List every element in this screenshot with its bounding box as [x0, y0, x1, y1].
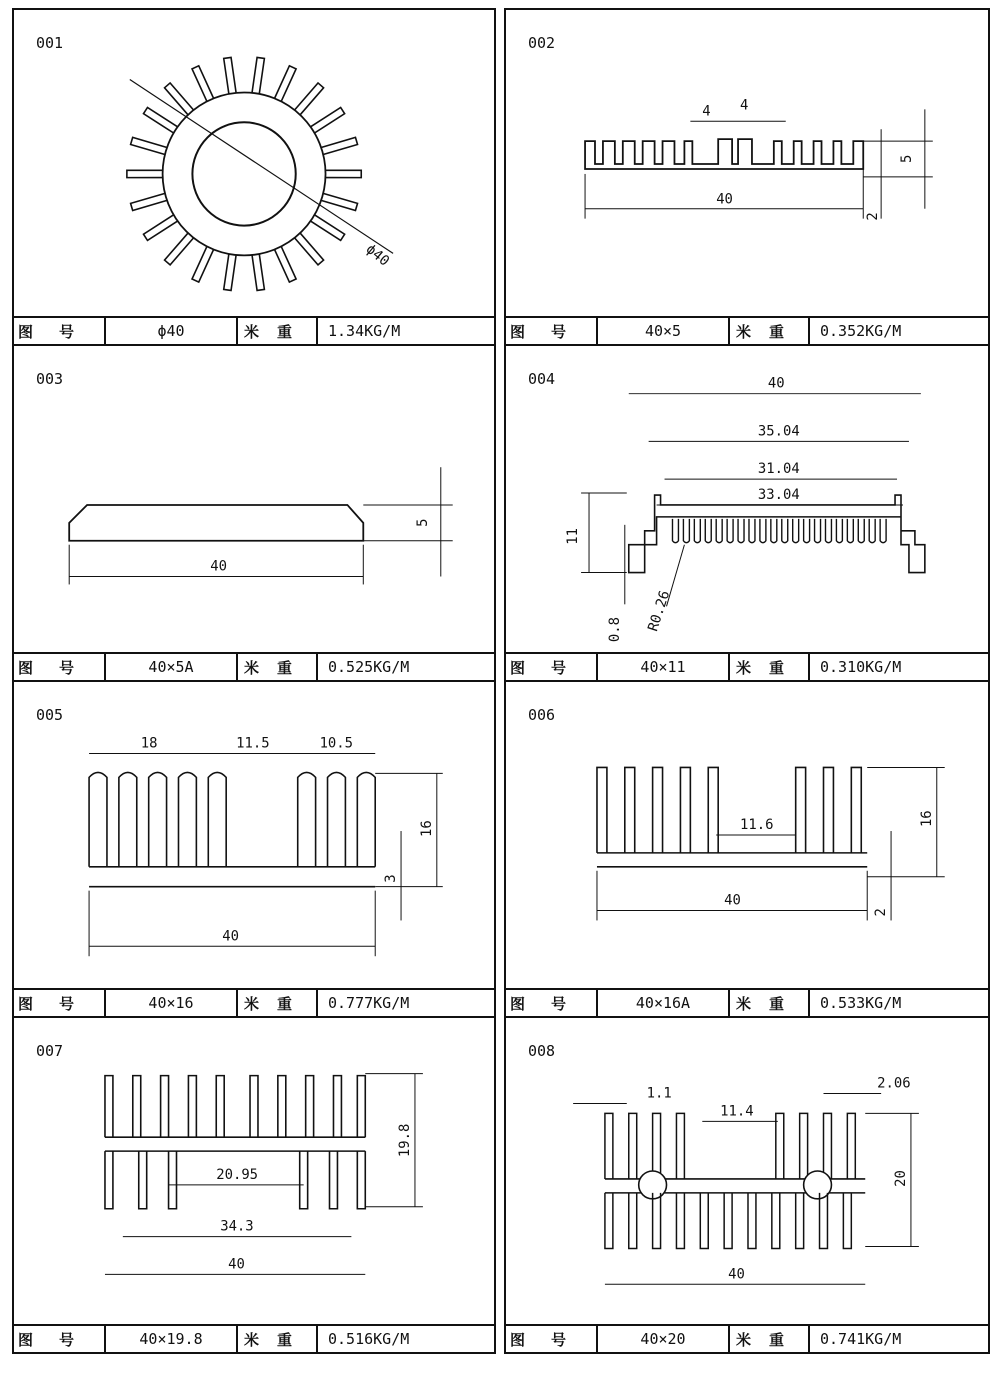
- dim-height: 11: [565, 527, 582, 545]
- size-value: 40×11: [598, 654, 730, 680]
- label-figure-no: 图号: [506, 318, 598, 344]
- panel-004: [504, 344, 990, 682]
- weight-value: 0.516KG/M: [328, 1330, 410, 1348]
- panel-id: 008: [528, 1042, 556, 1060]
- dim-11-5: 11.5: [236, 735, 270, 752]
- info-row: [506, 988, 988, 1016]
- info-row: [14, 652, 494, 680]
- panel-id: 005: [36, 706, 64, 724]
- dim-height: 20: [892, 1170, 909, 1187]
- label-figure-no: 图号: [14, 1326, 106, 1352]
- label-weight: 米重: [730, 990, 810, 1016]
- panel-002: [504, 8, 990, 346]
- dim-width: 40: [728, 1266, 745, 1283]
- size-value: 40×20: [598, 1326, 730, 1352]
- profile-outline: [585, 139, 863, 169]
- drawing-003: [14, 346, 494, 654]
- size-value: 40×16: [106, 990, 238, 1016]
- panel-005: [12, 680, 496, 1018]
- dim-width: 40: [724, 892, 741, 909]
- label-figure-no: 图号: [506, 654, 598, 680]
- label-figure-no: 图号: [14, 654, 106, 680]
- lower-fin-row: [605, 1193, 851, 1249]
- dim-gap: 11.6: [740, 817, 774, 834]
- drawing-006: [506, 682, 988, 990]
- info-row: [506, 316, 988, 344]
- dim-radius: R0.26: [645, 588, 674, 634]
- dim-fin-a: 4: [702, 103, 711, 120]
- dim-base: 2: [873, 908, 890, 917]
- label-figure-no: 图号: [506, 1326, 598, 1352]
- weight-value: 0.352KG/M: [820, 322, 902, 340]
- weight-value: 0.741KG/M: [820, 1330, 902, 1348]
- dimension-line: [130, 80, 393, 254]
- weight-value: 1.34KG/M: [328, 322, 401, 340]
- profile-outline: [69, 505, 363, 541]
- label-weight: 米重: [238, 1326, 318, 1352]
- fin-row: [89, 772, 375, 866]
- dim-1-1: 1.1: [646, 1085, 672, 1102]
- label-weight: 米重: [730, 1326, 810, 1352]
- weight-value: 0.310KG/M: [820, 658, 902, 676]
- size-value: ϕ40: [106, 318, 238, 344]
- dim-18: 18: [140, 735, 158, 752]
- panel-id: 002: [528, 34, 556, 52]
- dim-10-5: 10.5: [319, 735, 354, 752]
- fin-row: [672, 519, 886, 543]
- dim-height: 19.8: [396, 1123, 413, 1158]
- label-weight: 米重: [238, 318, 318, 344]
- dim-thickness: 0.8: [606, 616, 623, 643]
- dim-2-06: 2.06: [877, 1075, 911, 1092]
- info-row: [506, 1324, 988, 1352]
- panel-id: 003: [36, 370, 64, 388]
- drawing-008: [506, 1018, 988, 1326]
- dim-diameter: ϕ40: [362, 241, 393, 270]
- panel-008: [504, 1016, 990, 1354]
- size-value: 40×16A: [598, 990, 730, 1016]
- panel-001: [12, 8, 496, 346]
- upper-fin-row: [105, 1076, 365, 1138]
- label-weight: 米重: [238, 654, 318, 680]
- dim-34-3: 34.3: [220, 1218, 254, 1235]
- fin-row: [597, 767, 861, 852]
- info-row: [14, 316, 494, 344]
- panel-id: 004: [528, 370, 556, 388]
- panel-006: [504, 680, 990, 1018]
- dim-20-95: 20.95: [216, 1166, 259, 1183]
- info-row: [506, 652, 988, 680]
- info-row: [14, 988, 494, 1016]
- dim-width: 40: [716, 191, 733, 208]
- label-figure-no: 图号: [14, 318, 106, 344]
- drawing-007: [14, 1018, 494, 1326]
- dim-base: 3: [383, 874, 400, 883]
- dim-31: 31.04: [757, 461, 800, 478]
- dim-33: 33.04: [757, 487, 800, 504]
- info-row: [14, 1324, 494, 1352]
- label-figure-no: 图号: [14, 990, 106, 1016]
- dim-gap: 11.4: [720, 1103, 754, 1120]
- weight-value: 0.525KG/M: [328, 658, 410, 676]
- dim-width: 40: [767, 375, 785, 392]
- panel-007: [12, 1016, 496, 1354]
- panel-id: 007: [36, 1042, 64, 1060]
- dim-width: 40: [222, 928, 239, 945]
- label-weight: 米重: [730, 654, 810, 680]
- dim-height: 16: [418, 820, 435, 837]
- drawing-001: [14, 10, 494, 318]
- size-value: 40×5: [598, 318, 730, 344]
- dim-base: 2: [865, 212, 882, 221]
- label-weight: 米重: [730, 318, 810, 344]
- size-value: 40×19.8: [106, 1326, 238, 1352]
- drawing-002: [506, 10, 988, 318]
- inner-bore: [192, 122, 295, 225]
- panel-id: 006: [528, 706, 556, 724]
- weight-value: 0.777KG/M: [328, 994, 410, 1012]
- drawing-004: [506, 346, 988, 654]
- dim-height: 16: [918, 810, 935, 828]
- dim-width: 40: [228, 1256, 245, 1273]
- panel-id: 001: [36, 34, 64, 52]
- size-value: 40×5A: [106, 654, 238, 680]
- drawing-005: [14, 682, 494, 990]
- dim-35: 35.04: [757, 423, 800, 440]
- weight-value: 0.533KG/M: [820, 994, 902, 1012]
- dim-fin-b: 4: [740, 97, 749, 114]
- label-weight: 米重: [238, 990, 318, 1016]
- label-figure-no: 图号: [506, 990, 598, 1016]
- dim-height: 5: [414, 518, 431, 527]
- dim-height: 5: [898, 154, 915, 164]
- dim-width: 40: [210, 558, 228, 575]
- upper-fin-row: [605, 1113, 855, 1179]
- panel-003: [12, 344, 496, 682]
